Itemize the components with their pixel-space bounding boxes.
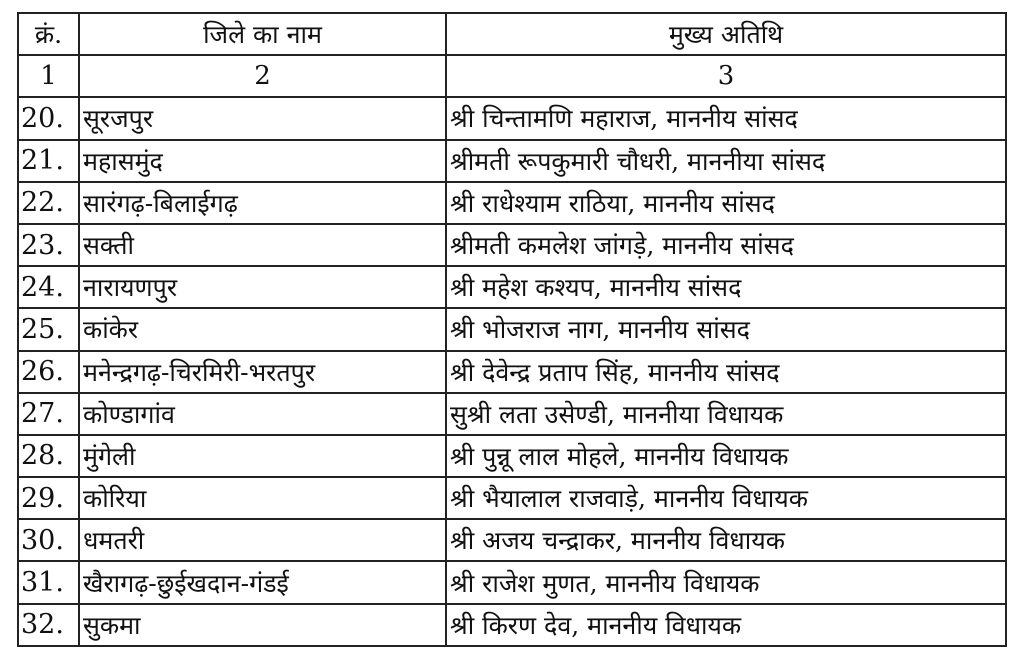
header-guest: मुख्य अतिथि bbox=[446, 13, 1006, 55]
guest-cell: श्री भोजराज नाग, माननीय सांसद bbox=[446, 308, 1006, 350]
guest-cell: श्री किरण देव, माननीय विधायक bbox=[446, 604, 1006, 646]
table-row bbox=[18, 308, 1006, 350]
table-row bbox=[18, 604, 1006, 646]
guest-cell: श्री अजय चन्द्राकर, माननीय विधायक bbox=[446, 519, 1006, 561]
serial-cell: 30. bbox=[18, 519, 79, 561]
header-row bbox=[18, 13, 1006, 55]
district-cell: मुंगेली bbox=[79, 435, 446, 477]
guest-cell: श्रीमती रूपकुमारी चौधरी, माननीया सांसद bbox=[446, 140, 1006, 182]
district-cell: खैरागढ़-छुईखदान-गंडई bbox=[79, 561, 446, 603]
serial-cell: 29. bbox=[18, 477, 79, 519]
column-number: 1 bbox=[18, 55, 79, 97]
table-row bbox=[18, 477, 1006, 519]
serial-cell: 28. bbox=[18, 435, 79, 477]
guest-cell: श्री देवेन्द्र प्रताप सिंह, माननीय सांसद bbox=[446, 351, 1006, 393]
table-row bbox=[18, 561, 1006, 603]
district-cell: धमतरी bbox=[79, 519, 446, 561]
district-cell: मनेन्द्रगढ़-चिरमिरी-भरतपुर bbox=[79, 351, 446, 393]
table-row bbox=[18, 140, 1006, 182]
header-district: जिले का नाम bbox=[79, 13, 446, 55]
guest-cell: श्री राधेश्याम राठिया, माननीय सांसद bbox=[446, 182, 1006, 224]
guest-cell: श्रीमती कमलेश जांगड़े, माननीय सांसद bbox=[446, 224, 1006, 266]
serial-cell: 20. bbox=[18, 97, 79, 139]
serial-cell: 27. bbox=[18, 393, 79, 435]
serial-cell: 32. bbox=[18, 604, 79, 646]
table-row bbox=[18, 224, 1006, 266]
district-cell: सारंगढ़-बिलाईगढ़ bbox=[79, 182, 446, 224]
table-row bbox=[18, 266, 1006, 308]
district-cell: कोण्डागांव bbox=[79, 393, 446, 435]
serial-cell: 26. bbox=[18, 351, 79, 393]
district-cell: नारायणपुर bbox=[79, 266, 446, 308]
district-cell: कांकेर bbox=[79, 308, 446, 350]
district-cell: महासमुंद bbox=[79, 140, 446, 182]
column-number-row bbox=[18, 55, 1006, 97]
table-row bbox=[18, 519, 1006, 561]
table-row bbox=[18, 351, 1006, 393]
district-cell: सुकमा bbox=[79, 604, 446, 646]
district-cell: सक्ती bbox=[79, 224, 446, 266]
table-row bbox=[18, 182, 1006, 224]
guest-cell: श्री भैयालाल राजवाड़े, माननीय विधायक bbox=[446, 477, 1006, 519]
guest-list-table bbox=[17, 12, 1007, 647]
serial-cell: 24. bbox=[18, 266, 79, 308]
column-number: 2 bbox=[79, 55, 446, 97]
district-cell: सूरजपुर bbox=[79, 97, 446, 139]
guest-cell: श्री महेश कश्यप, माननीय सांसद bbox=[446, 266, 1006, 308]
guest-cell: श्री राजेश मुणत, माननीय विधायक bbox=[446, 561, 1006, 603]
serial-cell: 21. bbox=[18, 140, 79, 182]
column-number: 3 bbox=[446, 55, 1006, 97]
guest-cell: श्री चिन्तामणि महाराज, माननीय सांसद bbox=[446, 97, 1006, 139]
serial-cell: 22. bbox=[18, 182, 79, 224]
serial-cell: 25. bbox=[18, 308, 79, 350]
table-row bbox=[18, 393, 1006, 435]
guest-cell: सुश्री लता उसेण्डी, माननीया विधायक bbox=[446, 393, 1006, 435]
header-serial: क्रं. bbox=[18, 13, 79, 55]
district-cell: कोरिया bbox=[79, 477, 446, 519]
table-row bbox=[18, 97, 1006, 139]
table-row bbox=[18, 435, 1006, 477]
serial-cell: 23. bbox=[18, 224, 79, 266]
serial-cell: 31. bbox=[18, 561, 79, 603]
guest-cell: श्री पुन्नू लाल मोहले, माननीय विधायक bbox=[446, 435, 1006, 477]
